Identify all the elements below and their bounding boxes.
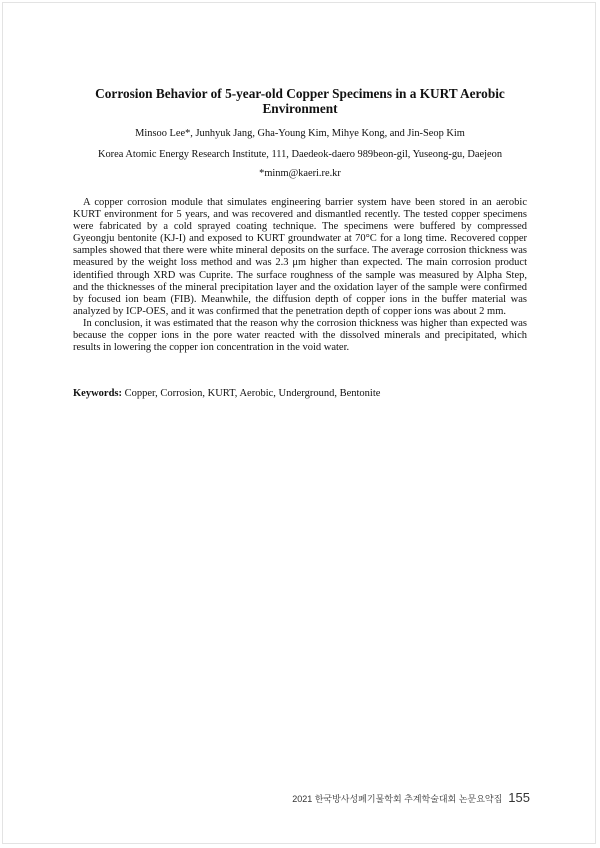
abstract-paragraph-2: In conclusion, it was estimated that the reason why the corrosion thickness was higher than expected was because the copper ions in the pore water reacted with the dissolved minerals and precipitated, which results in lowering the copper ion concentration in the void water. [73,317,527,354]
affiliation: Korea Atomic Energy Research Institute, 111, Daedeok-daero 989beon-gil, Yuseong-gu, Daejeon [97,149,503,160]
paper-title: Corrosion Behavior of 5-year-old Copper Specimens in a KURT Aerobic Environment [95,86,505,116]
contact-email: *minm@kaeri.re.kr [259,168,341,179]
page-number: 155 [508,790,530,805]
abstract-paragraph-1: A copper corrosion module that simulates engineering barrier system have been stored in an aerobic KURT environment for 5 years, and was recovered and dismantled recently. The tested copper specimens were fabricated by a cold sprayed coating technique. The specimens were buffered by compressed Gyeongju bentonite (KJ-I) and exposed to KURT groundwater at 70°C for a long time. Recovered copper samples showed that there were white mineral deposits on the surface. The average corrosion thickness was measured by the weight loss method and was 2.3 μm higher than expected. The main corrosion product identified through XRD was Cuprite. The surface roughness of the sample was measured by Alpha Step, and the thicknesses of the mineral precipitation layer and the oxidation layer of the sample were confirmed by focused ion beam (FIB). Meanwhile, the diffusion depth of copper ions in the buffer material was analyzed by ICP-OES, and it was confirmed that the penetration depth of copper ions was about 2 mm. [73,197,527,317]
abstract [73,197,527,354]
keywords-label: Keywords: [73,388,122,399]
page-footer [292,790,530,805]
proceedings-name: 2021 한국방사성폐기물학회 추계학술대회 논문요약집 [292,794,503,804]
author-list: Minsoo Lee*, Junhyuk Jang, Gha-Young Kim, Mihye Kong, and Jin-Seop Kim [135,128,465,139]
keywords [73,388,527,399]
keywords-value: Copper, Corrosion, KURT, Aerobic, Underground, Bentonite [122,388,381,399]
